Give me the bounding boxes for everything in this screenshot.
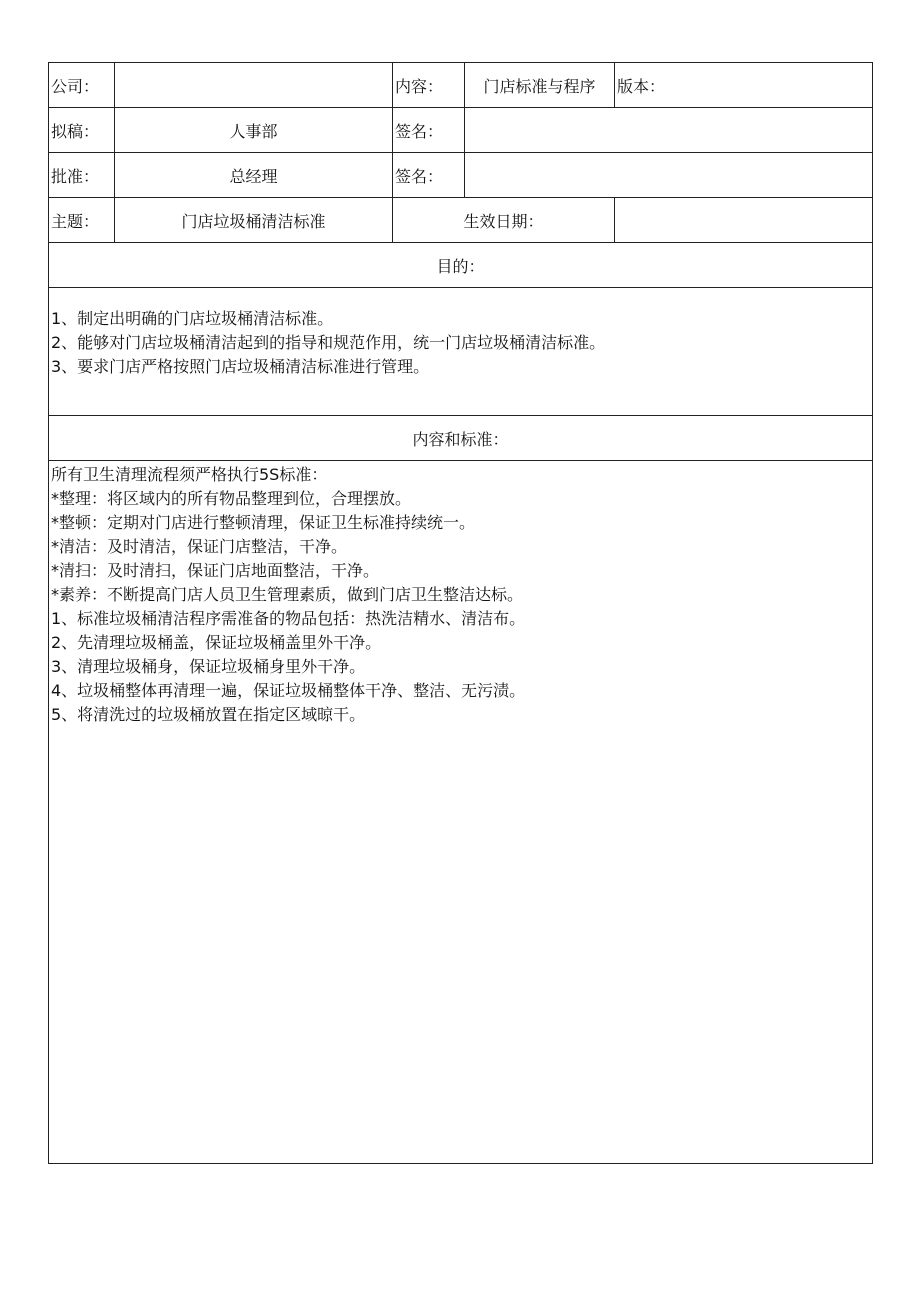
content-line: *素养：不断提高门店人员卫生管理素质，做到门店卫生整洁达标。 [51,585,524,604]
row-subject [49,198,873,243]
content-line: 4、垃圾桶整体再清理一遍，保证垃圾桶整体干净、整洁、无污渍。 [51,681,526,700]
sign-value-1 [465,108,873,153]
content-heading: 内容和标准： [49,416,873,461]
row-approve [49,153,873,198]
purpose-item: 2、能够对门店垃圾桶清洁起到的指导和规范作用，统一门店垃圾桶清洁标准。 [51,333,606,352]
purpose-item: 1、制定出明确的门店垃圾桶清洁标准。 [51,309,334,328]
content-list [49,461,873,1164]
approve-label: 批准： [49,153,115,198]
row-draft [49,108,873,153]
content-line: *清扫：及时清扫，保证门店地面整洁，干净。 [51,561,380,580]
content-line: 1、标准垃圾桶清洁程序需准备的物品包括：热洗洁精水、清洁布。 [51,609,526,628]
purpose-item: 3、要求门店严格按照门店垃圾桶清洁标准进行管理。 [51,357,430,376]
effective-date-value [615,198,873,243]
purpose-list [49,288,873,416]
version-label: 版本： [615,63,873,108]
company-label: 公司： [49,63,115,108]
draft-label: 拟稿： [49,108,115,153]
subject-label: 主题： [49,198,115,243]
row-company [49,63,873,108]
sign-value-2 [465,153,873,198]
content-line: 2、先清理垃圾桶盖，保证垃圾桶盖里外干净。 [51,633,382,652]
content-value: 门店标准与程序 [465,63,615,108]
row-content-heading [49,416,873,461]
subject-value: 门店垃圾桶清洁标准 [115,198,393,243]
company-value [115,63,393,108]
sign-label-1: 签名： [393,108,465,153]
row-purpose-heading [49,243,873,288]
approve-value: 总经理 [115,153,393,198]
content-line: 所有卫生清理流程须严格执行5S标准： [51,465,328,484]
content-line: *整顿：定期对门店进行整顿清理，保证卫生标准持续统一。 [51,513,476,532]
standard-procedure-form [48,62,873,1164]
draft-value: 人事部 [115,108,393,153]
content-line: 5、将清洗过的垃圾桶放置在指定区域晾干。 [51,705,366,724]
purpose-heading: 目的： [49,243,873,288]
content-line: *清洁：及时清洁，保证门店整洁，干净。 [51,537,348,556]
effective-date-label: 生效日期： [393,198,615,243]
row-purpose-body [49,288,873,416]
content-line: *整理：将区域内的所有物品整理到位，合理摆放。 [51,489,412,508]
sign-label-2: 签名： [393,153,465,198]
content-label: 内容： [393,63,465,108]
row-content-body [49,461,873,1164]
content-line: 3、清理垃圾桶身，保证垃圾桶身里外干净。 [51,657,366,676]
